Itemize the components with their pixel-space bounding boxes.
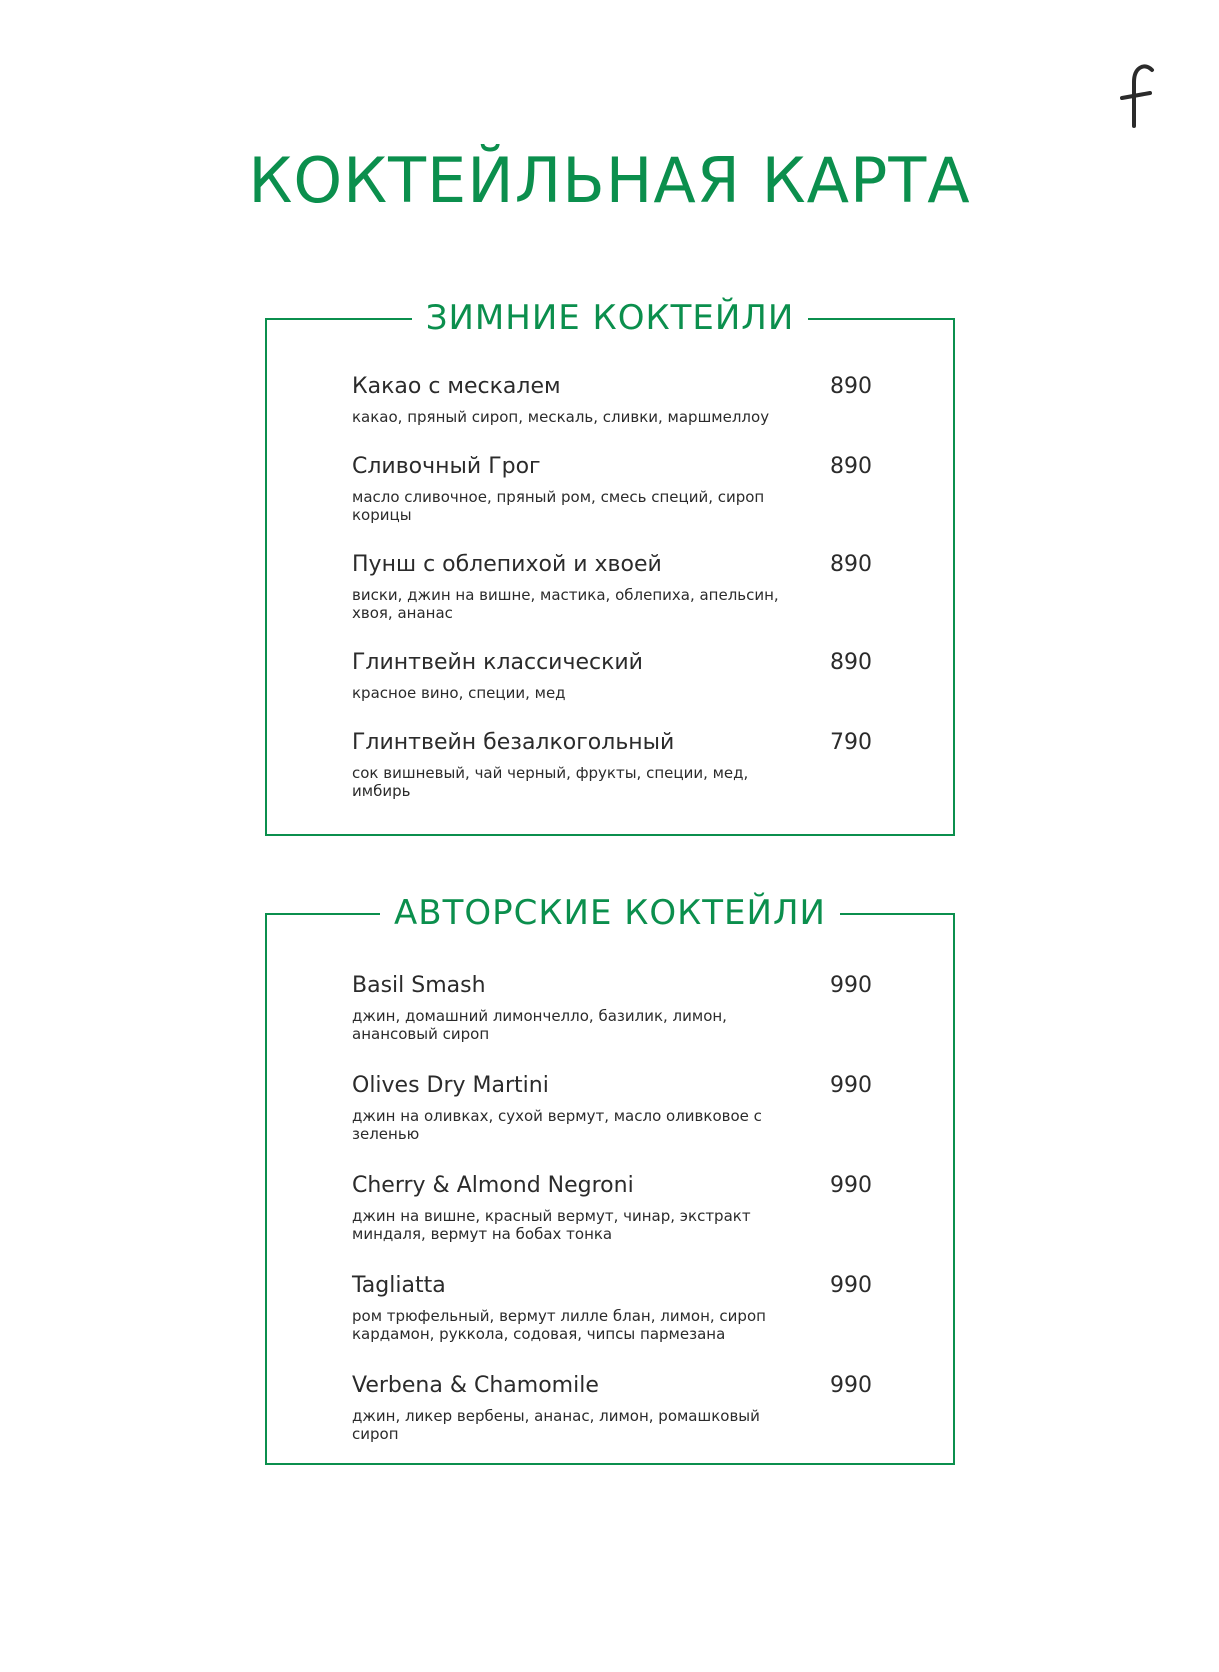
menu-list (352, 372, 872, 826)
item-description: масло сливочное, пряный ром, смесь специй, сироп корицы (352, 488, 765, 524)
item-description: джин на оливках, сухой вермут, масло оливковое с зеленью (352, 1107, 762, 1143)
menu-item (352, 728, 872, 800)
item-price: 990 (830, 1073, 872, 1098)
item-name: Пунш с облепихой и хвоей (352, 552, 662, 577)
item-description: джин на вишне, красный вермут, чинар, экстракт миндаля, вермут на бобах тонка (352, 1207, 751, 1243)
item-price: 990 (830, 1173, 872, 1198)
item-price: 890 (830, 650, 872, 675)
menu-item (352, 1371, 872, 1443)
menu-item (352, 372, 872, 426)
item-name: Какао с мескалем (352, 374, 561, 399)
menu-item (352, 1071, 872, 1143)
item-name: Tagliatta (352, 1273, 446, 1298)
item-name: Глинтвейн классический (352, 650, 643, 675)
item-description: джин, домашний лимончелло, базилик, лимон, анансовый сироп (352, 1007, 727, 1043)
menu-list (352, 971, 872, 1471)
menu-item (352, 648, 872, 702)
menu-item (352, 971, 872, 1043)
winter-cocktails-section (265, 298, 955, 836)
page-title: КОКТЕЙЛЬНАЯ КАРТА (248, 144, 971, 217)
menu-item (352, 1171, 872, 1243)
item-price: 990 (830, 973, 872, 998)
item-description: ром трюфельный, вермут лилле блан, лимон, сироп кардамон, руккола, содовая, чипсы пармезана (352, 1307, 766, 1343)
item-name: Cherry & Almond Negroni (352, 1173, 634, 1198)
item-name: Basil Smash (352, 973, 486, 998)
item-description: сок вишневый, чай черный, фрукты, специи, мед, имбирь (352, 764, 749, 800)
menu-item (352, 1271, 872, 1343)
item-description: какао, пряный сироп, мескаль, сливки, маршмеллоу (352, 408, 770, 426)
item-name: Olives Dry Martini (352, 1073, 549, 1098)
item-description: красное вино, специи, мед (352, 684, 566, 702)
menu-item (352, 550, 872, 622)
item-price: 790 (830, 730, 872, 755)
item-name: Глинтвейн безалкогольный (352, 730, 675, 755)
f-letter-icon (1118, 60, 1164, 140)
signature-cocktails-section (265, 893, 955, 1465)
item-description: джин, ликер вербены, ананас, лимон, ромашковый сироп (352, 1407, 760, 1443)
item-price: 890 (830, 454, 872, 479)
menu-item (352, 452, 872, 524)
section-title: ЗИМНИЕ КОКТЕЙЛИ (267, 298, 953, 341)
item-description: виски, джин на вишне, мастика, облепиха, апельсин, хвоя, ананас (352, 586, 779, 622)
item-price: 990 (830, 1373, 872, 1398)
item-price: 890 (830, 552, 872, 577)
item-name: Сливочный Грог (352, 454, 541, 479)
item-price: 890 (830, 374, 872, 399)
item-price: 990 (830, 1273, 872, 1298)
item-name: Verbena & Chamomile (352, 1373, 599, 1398)
section-title: АВТОРСКИЕ КОКТЕЙЛИ (267, 893, 953, 936)
